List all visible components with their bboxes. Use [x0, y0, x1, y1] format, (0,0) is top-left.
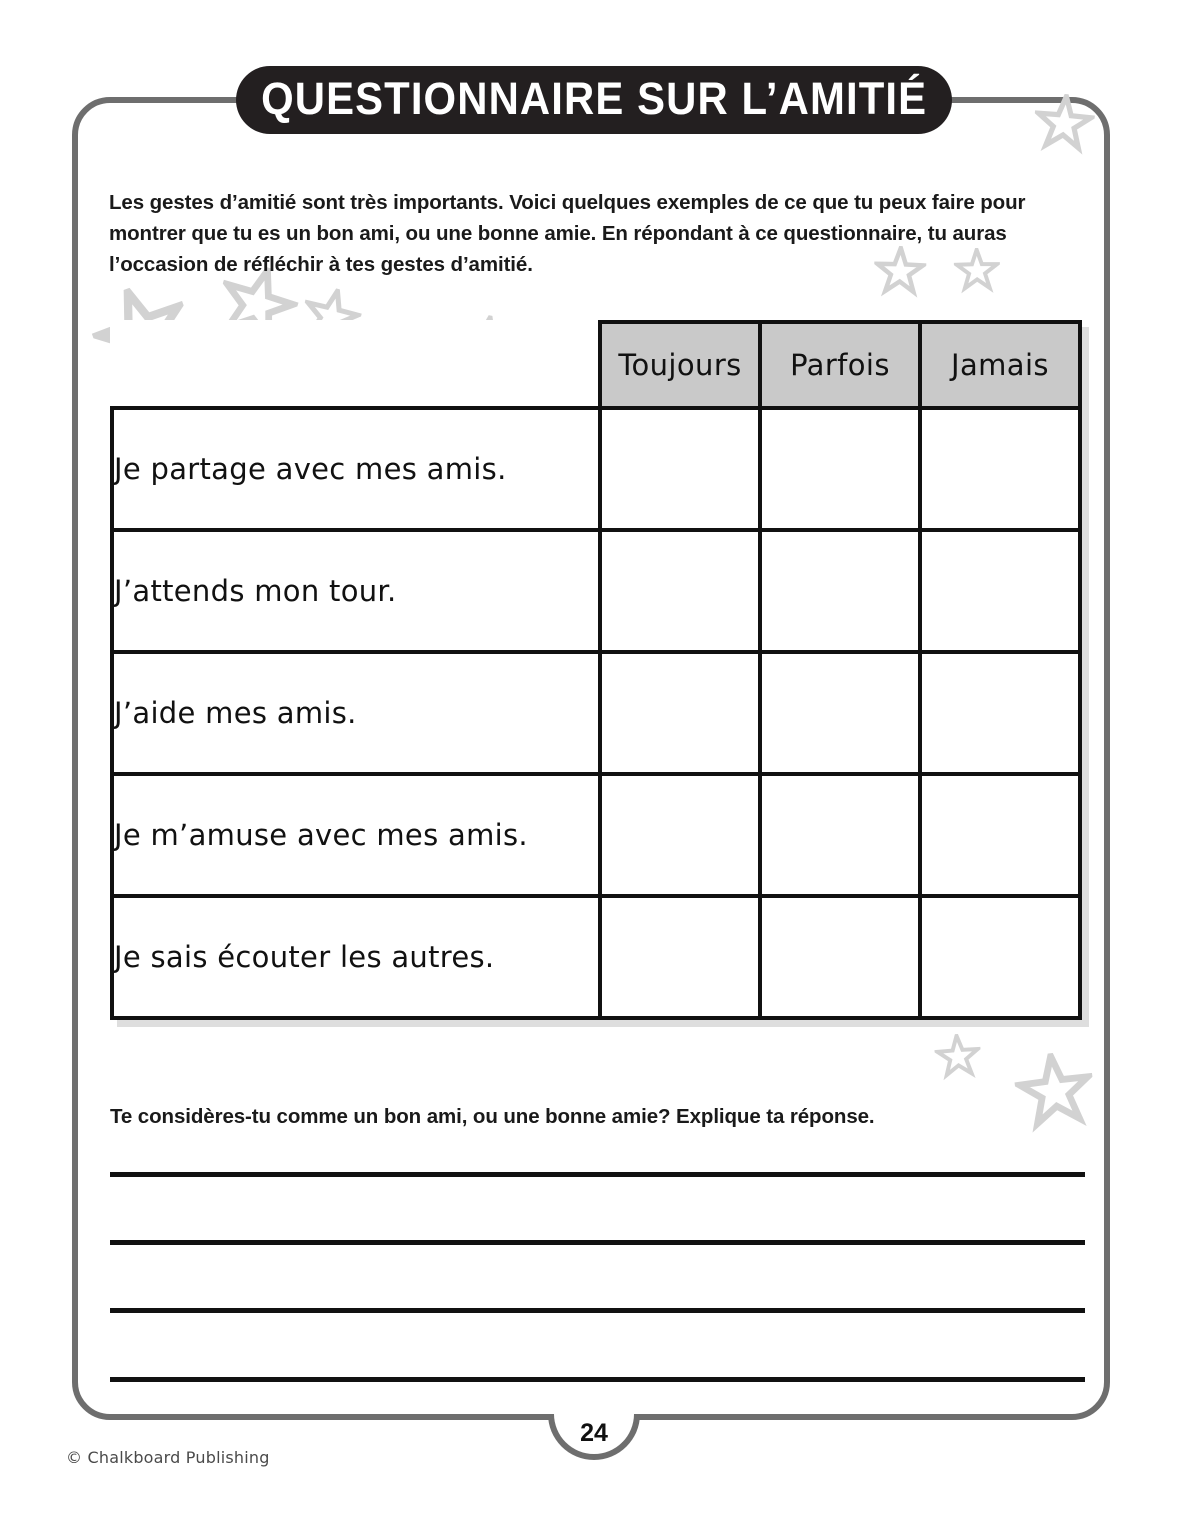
worksheet-title-banner	[236, 66, 952, 134]
answer-checkbox-cell-jamais[interactable]	[920, 774, 1080, 896]
table-row	[112, 530, 1080, 652]
column-header-jamais: Jamais	[920, 322, 1080, 408]
table-row	[112, 774, 1080, 896]
page-number: 24	[580, 1418, 608, 1447]
statement-cell: Je sais écouter les autres.	[112, 896, 600, 1018]
column-header-parfois: Parfois	[760, 322, 920, 408]
table-header-row	[112, 322, 1080, 408]
answer-write-line-2[interactable]	[110, 1240, 1085, 1245]
answer-write-line-1[interactable]	[110, 1172, 1085, 1177]
answer-checkbox-cell-toujours[interactable]	[600, 408, 760, 530]
answer-checkbox-cell-jamais[interactable]	[920, 652, 1080, 774]
answer-checkbox-cell-parfois[interactable]	[760, 774, 920, 896]
header-spacer-cell	[112, 322, 600, 408]
answer-checkbox-cell-toujours[interactable]	[600, 896, 760, 1018]
column-header-toujours: Toujours	[600, 322, 760, 408]
copyright-notice: © Chalkboard Publishing	[66, 1448, 270, 1467]
statement-cell: J’attends mon tour.	[112, 530, 600, 652]
table-header	[112, 322, 1080, 408]
statement-cell: J’aide mes amis.	[112, 652, 600, 774]
answer-checkbox-cell-jamais[interactable]	[920, 896, 1080, 1018]
answer-checkbox-cell-parfois[interactable]	[760, 896, 920, 1018]
answer-checkbox-cell-toujours[interactable]	[600, 530, 760, 652]
table-body	[112, 408, 1080, 1018]
table-row	[112, 652, 1080, 774]
answer-checkbox-cell-toujours[interactable]	[600, 652, 760, 774]
answer-checkbox-cell-parfois[interactable]	[760, 530, 920, 652]
answer-checkbox-cell-jamais[interactable]	[920, 408, 1080, 530]
table-row	[112, 896, 1080, 1018]
page-number-tab	[548, 1414, 640, 1460]
statement-cell: Je partage avec mes amis.	[112, 408, 600, 530]
friendship-response-table	[110, 320, 1082, 1020]
statement-cell: Je m’amuse avec mes amis.	[112, 774, 600, 896]
answer-checkbox-cell-toujours[interactable]	[600, 774, 760, 896]
answer-checkbox-cell-parfois[interactable]	[760, 652, 920, 774]
answer-write-line-3[interactable]	[110, 1308, 1085, 1313]
page-title: QUESTIONNAIRE SUR L’AMITIÉ	[260, 73, 928, 124]
answer-checkbox-cell-parfois[interactable]	[760, 408, 920, 530]
reflection-question: Te considères-tu comme un bon ami, ou une bonne amie? Explique ta réponse.	[110, 1104, 875, 1128]
table-row	[112, 408, 1080, 530]
answer-checkbox-cell-jamais[interactable]	[920, 530, 1080, 652]
intro-paragraph: Les gestes d’amitié sont très importants. Voici quelques exemples de ce que tu peux faire pour montrer que tu es un bon ami, ou une bonne amie. En répondant à ce questionnaire, tu auras l’occasion de réfléchir à tes gestes d’amitié.	[109, 190, 1026, 276]
answer-write-line-4[interactable]	[110, 1377, 1085, 1382]
